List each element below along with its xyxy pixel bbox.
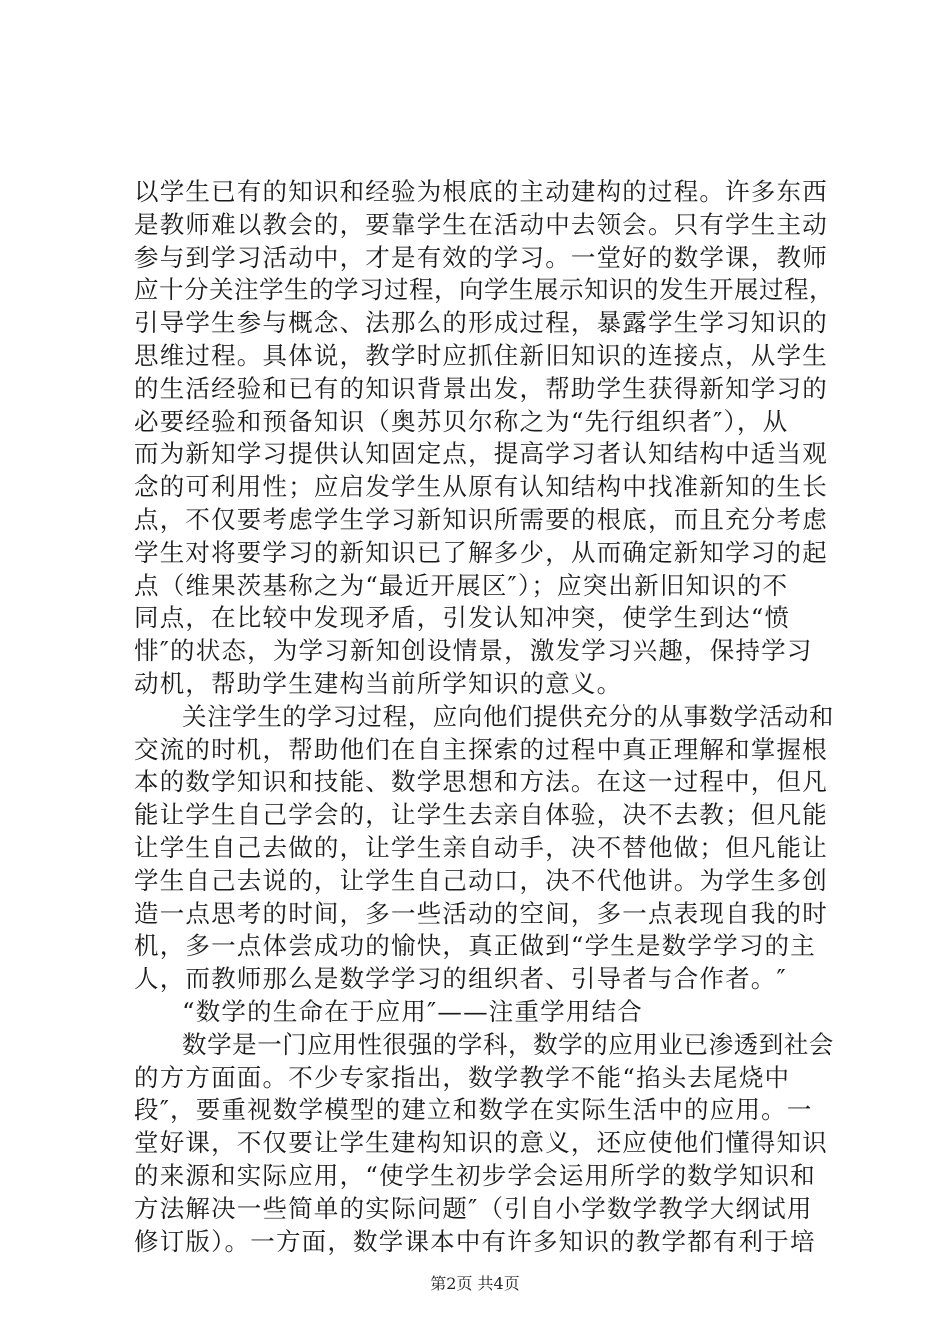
- text-line: 的生活经验和已有的知识背景出发，帮助学生获得新知学习的: [134, 373, 828, 403]
- text-line: 本的数学知识和技能、数学思想和方法。在这一过程中，但凡: [134, 767, 828, 797]
- text-line: 段″，要重视数学模型的建立和数学在实际生活中的应用。一: [134, 1095, 813, 1125]
- text-line: 悱″的状态，为学习新知创设情景，激发学习兴趣，保持学习: [134, 636, 813, 666]
- text-line: 必要经验和预备知识（奥苏贝尔称之为“先行组织者″），从: [134, 406, 789, 436]
- text-line: 数学是一门应用性很强的学科，数学的应用业已渗透到社会: [182, 1029, 834, 1059]
- text-line: 交流的时机，帮助他们在自主探索的过程中真正理解和掌握根: [134, 734, 828, 764]
- text-line: 能让学生自己学会的，让学生去亲自体验，决不去教；但凡能: [134, 800, 828, 830]
- page-footer: 第2页 共4页: [430, 1274, 520, 1293]
- text-line: 动机，帮助学生建构当前所学知识的意义。: [134, 668, 623, 698]
- text-line: 学生对将要学习的新知识已了解多少，从而确定新知学习的起: [134, 537, 828, 567]
- text-line: 念的可利用性；应启发学生从原有认知结构中找准新知的生长: [134, 472, 828, 502]
- text-line: 而为新知学习提供认知固定点，提高学习者认知结构中适当观: [134, 439, 828, 469]
- text-line: 思维过程。具体说，教学时应抓住新旧知识的连接点，从学生: [134, 340, 828, 370]
- text-line: 参与到学习活动中，才是有效的学习。一堂好的数学课，教师: [134, 242, 828, 272]
- text-line: 点，不仅要考虑学生学习新知识所需要的根底，而且充分考虑: [134, 504, 828, 534]
- text-line: 机，多一点体尝成功的愉快，真正做到“学生是数学学习的主: [134, 931, 816, 961]
- text-line: 的来源和实际应用，“使学生初步学会运用所学的数学知识和: [134, 1160, 816, 1190]
- text-line: 让学生自己去做的，让学生亲自动手，决不替他做；但凡能让: [134, 832, 828, 862]
- text-line: 方法解决一些简单的实际问题″（引自小学数学教学大纲试用: [134, 1193, 813, 1223]
- text-line: 点（维果茨基称之为“最近开展区″）；应突出新旧知识的不: [134, 570, 789, 600]
- text-line: 学生自己去说的，让学生自己动口，决不代他讲。为学生多创: [134, 865, 828, 895]
- text-line: 人，而教师那么是数学学习的组织者、引导者与合作者。″: [134, 964, 787, 994]
- text-line: 关注学生的学习过程，应向他们提供充分的从事数学活动和: [182, 701, 834, 731]
- text-line: 造一点思考的时间，多一些活动的空间，多一点表现自我的时: [134, 898, 828, 928]
- text-line: 引导学生参与概念、法那么的形成过程，暴露学生学习知识的: [134, 308, 828, 338]
- text-line: “数学的生命在于应用″——注重学用结合: [182, 996, 643, 1026]
- text-line: 堂好课，不仅要让学生建构知识的意义，还应使他们懂得知识: [134, 1128, 828, 1158]
- body-text: [134, 176, 834, 1258]
- text-line: 以学生已有的知识和经验为根底的主动建构的过程。许多东西: [134, 177, 828, 206]
- text-line: 同点，在比较中发现矛盾，引发认知冲突，使学生到达“愤: [134, 603, 791, 633]
- text-line: 的方方面面。不少专家指出，数学教学不能“掐头去尾烧中: [134, 1062, 791, 1092]
- text-line: 修订版）。一方面，数学课本中有许多知识的教学都有利于培: [134, 1226, 816, 1256]
- text-line: 应十分关注学生的学习过程，向学生展示知识的发生开展过程，: [134, 275, 834, 305]
- text-line: 是教师难以教会的，要靠学生在活动中去领会。只有学生主动: [134, 209, 828, 239]
